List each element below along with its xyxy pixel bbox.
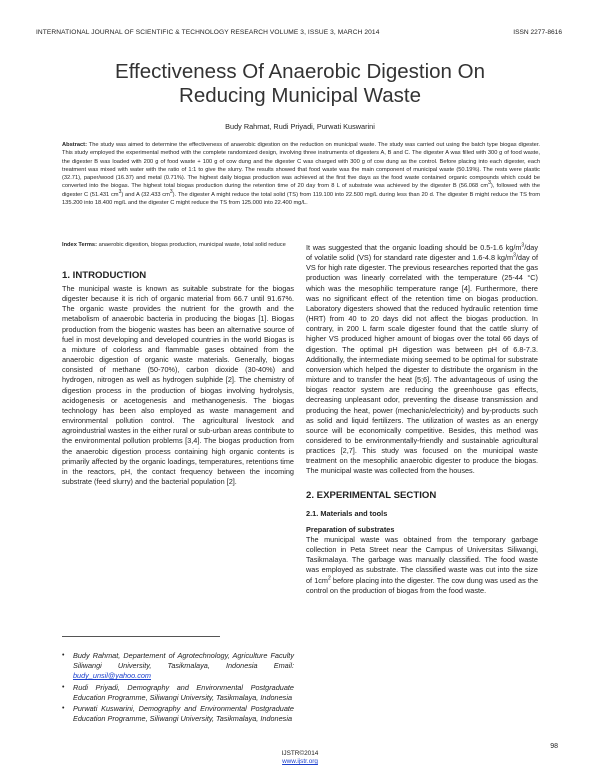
materials-heading: 2.1. Materials and tools <box>306 508 388 518</box>
issn-label: ISSN 2277-8616 <box>513 29 562 36</box>
index-terms-text: anaerobic digestion, biogas production, municipal waste, total solid reduce <box>96 242 286 248</box>
paragraph-sup: 3 <box>513 252 516 259</box>
author-list: Budy Rahmat, Rudi Priyadi, Purwati Kuswarini <box>225 122 375 131</box>
preparation-heading: Preparation of substrates <box>306 524 395 534</box>
paper-title <box>40 60 560 108</box>
page-footer <box>0 750 600 766</box>
abstract-sup: 3 <box>488 180 491 187</box>
footnote-item <box>62 651 294 682</box>
abstract-sup: 3 <box>169 188 173 195</box>
abstract-text: ). The digester A might reduce the total solid (TS) from 119.100 into 22.500 mg/L during less than 20 d. The digester B might reduce the TS from 135.200 into 18.400 mg/L and the digester C might reduce the TS from 125.000 into 22.400 mg/L. <box>62 191 541 207</box>
footnote-text: Rudi Priyadi, Demography and Environmental Postgraduate Education Programme, Siliwangi University, Tasikmalaya, Indonesia <box>73 682 294 702</box>
preparation-paragraph <box>306 535 538 596</box>
paragraph-text: The municipal waste was obtained from the temporary garbage collection in Peta Street near the Campus of Universitas Siliwangi, Tasikmalaya. The garbage was manually classified. The food waste was employed as substrate. The classified waste was cut into the size of 1cm <box>306 534 538 585</box>
paragraph-text: It was suggested that the organic loading should be 0.5-1.6 kg/m <box>306 243 522 252</box>
footnote-text: Purwati Kuswarini, Demography and Environmental Postgraduate Education Programme, Siliwangi University, Tasikmalaya, Indonesia <box>73 704 294 724</box>
paragraph-text: before placing into the digester. The cow dung was used as the control on the production of biogas from the food waste. <box>306 575 538 595</box>
paragraph-text: /day of volatile solid (VS) for standard rate digester and 1.6-4.8 kg/m <box>306 243 538 263</box>
abstract-text: ), followed with the digester C (51.431 cm <box>62 183 540 198</box>
abstract-text: ) and A (32.433 cm <box>121 191 170 198</box>
bullet-icon: • <box>62 683 65 691</box>
footnote-text: Budy Rahmat, Departement of Agrotechnology, Agriculture Faculty Siliwangi University, Tasikmalaya, Indonesia Email: <box>73 651 294 671</box>
bullet-icon: • <box>62 652 65 659</box>
abstract-sup: 3 <box>118 188 122 195</box>
copyright-code: IJSTR©2014 <box>281 750 319 757</box>
abstract-text: The study was aimed to determine the effectiveness of anaerobic digestion on the reduction on municipal waste. The study was carried out using the batch type biogas digester. This study employed the experimental method with the complete randomized design, involving three instruments of digesters A, B and C. The digester A was filled with 300 g of food waste, the digester B was loaded with 200 g of food waste + 100 g of cow dung and the digester C was charged with 300 g of cow dung as the control. Before placing into each digester, each treatment was mixed with water with the ratio of 1:1 to give the slurry. The results showed that food waste was the main component of municipal waste (50.19%). The rests were plastic (32.71), paper/wood (16.37) and metal (0.71%). The highest daily biogas production was achieved at the first five days as the food waste contained organic compounds which could be converted into the biogas. The highest total biogas production during the retention time of 20 day from 8 L of substrate was achieved by the digester B (56.068 cm <box>62 142 540 190</box>
bullet-icon: • <box>62 705 65 713</box>
introduction-continued-paragraph <box>306 243 538 477</box>
paragraph-sup: 3 <box>521 242 525 249</box>
journal-header: INTERNATIONAL JOURNAL OF SCIENTIFIC & TECHNOLOGY RESEARCH VOLUME 3, ISSUE 3, MARCH 2014 <box>36 29 380 36</box>
footnote-divider <box>62 636 220 637</box>
index-terms-label: Index Terms: <box>62 242 97 248</box>
abstract <box>62 141 540 207</box>
right-column <box>306 243 538 596</box>
footnote-item <box>62 704 294 724</box>
footnote-item <box>62 683 294 703</box>
paragraph-text: /day of VS for high rate digester. The previous researches reported that the gas production was linearly correlated with the temperature (25-44 °C) which was the mesophilic temperature range [4]. Furthermore, there was no significant effect of the retention time on biogas production. Laboratory digesters showed that the reduced hydraulic retention time (HRT) from 40 to 20 days did not affect the biogas production. In contrary, in 200 L farm scale digester found that the cattle slurry of higher VS produced higher amount of biogas over the total 66 days of digestion. The optimal pH digestion was between pH of 6.8-7.3. Additionally, the intermediate mixing seemed to be optimal for substrate conversion which helped the digester to distribute the organism in the mixture and to transfer the heat [5;6]. The advantageous of using the biogas reactor system are reducing the greenhouse gas effects, decreasing unpleasant odor, preventing the disease transmission and producing the heat, power (mechanic/electricity) and by-products such as solid and liquid fertilizers. The utilization of wastes as an energy source will be economically competitive. Besides, this method was considered to be environmentally-friendly and sustainable agricultural practices [2,7]. This study was focused on the municipal waste treatment on the mesophilic anaerobic digester to produce the biogas. The municipal waste was collected from the houses. <box>306 253 539 476</box>
introduction-heading: 1. INTRODUCTION <box>62 270 147 281</box>
left-column <box>62 258 294 487</box>
author-footnotes <box>62 651 294 725</box>
introduction-paragraph: The municipal waste is known as suitable substrate for the biogas digester because it is rich of organic material from 66.7 until 91.67%. The organic waste provides the nutrient for the growth and the metabolism of anaerobic bacteria in producing the biogas [1]. Biogas production from the biogenic wastes has been an alternative source of fuel in most developing and developed countries in the world Biogas is a mixture of colorless and flammable gases obtained from the anaerobic digestion of organic waste materials. Generally, biogas consisted of methane (50-70%), carbon dioxide (30-40%) and hydrogen, nitrogen as well as hydrogen sulphide [2]. The chemistry of digestion process in the production of biogas involving hydrolysis, acidogenesis or acetogenesis and methanogenesis. The biogas technology has been also employed as waste management and environmental pollution control. The agricultural livestock and agroindustrial wastes in the either rural or sub-urban areas contribute to the environmental pollution problems [3,4]. The biogas production from the anaerobic digestion process containing high organic contents is primarily affected by the organic loadings, temperatures, retentions time in the reactors, pH, the contact frequency between the incoming substrate (feed slurry) and the bacterial population [2]. <box>62 284 294 486</box>
page-number: 98 <box>550 743 558 750</box>
title-line-2: Reducing Municipal Waste <box>179 84 421 107</box>
author-email-link[interactable]: budy_unsil@yahoo.com <box>73 671 151 681</box>
abstract-label: Abstract: <box>62 142 87 148</box>
paragraph-sup: 2 <box>328 575 331 582</box>
title-line-1: Effectiveness Of Anaerobic Digestion On <box>115 60 485 83</box>
journal-url-link[interactable]: www.ijstr.org <box>282 758 318 765</box>
experimental-heading: 2. EXPERIMENTAL SECTION <box>306 489 437 501</box>
